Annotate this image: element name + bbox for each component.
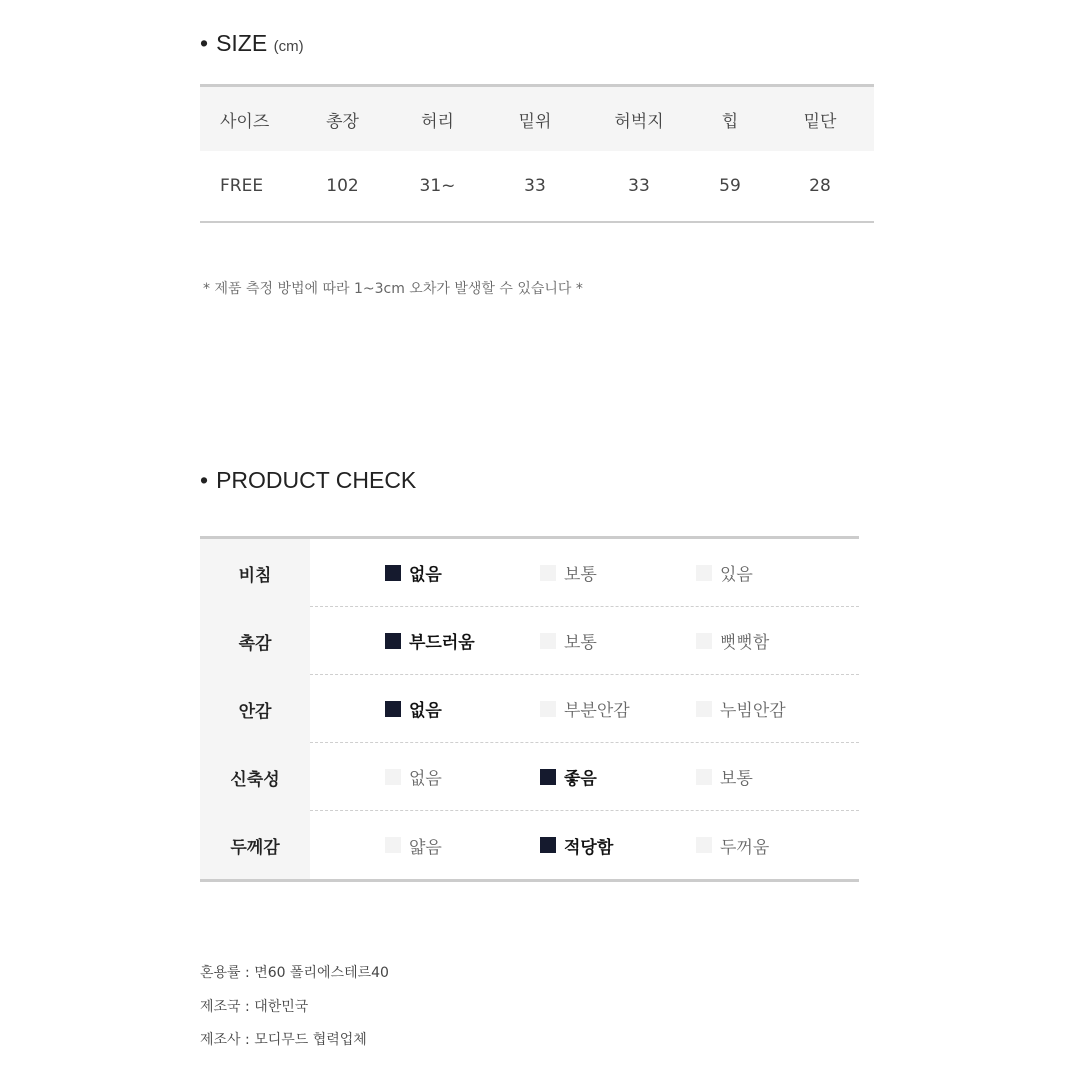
size-value-cell: 31~ <box>419 176 456 196</box>
size-table-header-row <box>200 87 874 151</box>
check-option <box>540 607 597 674</box>
check-option <box>385 607 475 674</box>
product-check-title-text: PRODUCT CHECK <box>216 467 417 493</box>
check-box-selected <box>385 565 401 581</box>
size-value-cell: 33 <box>524 176 546 196</box>
size-title-text: SIZE <box>216 30 268 56</box>
check-option-label: 없음 <box>409 565 442 585</box>
check-box <box>540 565 556 581</box>
check-option-label: 뻣뻣함 <box>720 633 770 653</box>
check-option <box>696 539 753 606</box>
check-option-label: 없음 <box>409 701 442 721</box>
check-box <box>540 633 556 649</box>
check-row-label: 비침 <box>200 539 310 607</box>
size-value-cell: 33 <box>628 176 650 196</box>
check-option <box>540 675 630 742</box>
check-row-thickness <box>200 811 859 879</box>
size-header-cell: 사이즈 <box>220 111 270 132</box>
check-option <box>540 539 597 606</box>
size-value-cell: FREE <box>220 176 264 196</box>
check-row-options <box>310 743 859 811</box>
check-option-label: 적당함 <box>564 837 614 858</box>
check-option <box>696 811 769 879</box>
check-box <box>385 837 401 853</box>
check-row-options <box>310 607 859 675</box>
check-row-lining <box>200 675 859 743</box>
check-option <box>696 743 753 810</box>
size-table-value-row <box>200 151 874 221</box>
check-box-selected <box>540 837 556 853</box>
check-row-label: 촉감 <box>200 607 310 675</box>
check-option <box>385 743 442 810</box>
material-info: 혼용률 : 면60 폴리에스테르40 <box>200 965 389 981</box>
check-option-label: 누빔안감 <box>720 701 786 721</box>
check-option <box>540 743 597 810</box>
size-header-cell: 허벅지 <box>614 111 664 132</box>
check-option-label: 두꺼움 <box>720 837 770 858</box>
check-option <box>385 811 442 879</box>
size-header-cell: 총장 <box>326 111 359 132</box>
product-check-title <box>200 467 416 494</box>
check-option <box>696 675 786 742</box>
check-option-label: 얇음 <box>409 837 442 858</box>
check-option <box>696 607 769 674</box>
check-row-options <box>310 539 859 607</box>
check-row-options <box>310 675 859 743</box>
check-row-label: 두께감 <box>200 811 310 879</box>
size-header-cell: 밑위 <box>518 111 552 132</box>
size-value-cell: 28 <box>809 176 831 196</box>
size-unit: (cm) <box>273 38 304 55</box>
size-header-cell: 허리 <box>421 111 454 132</box>
check-row-label: 신축성 <box>200 743 310 811</box>
size-table <box>200 84 874 223</box>
size-section-title <box>200 30 304 57</box>
size-value-cell: 102 <box>326 176 359 196</box>
size-header-cell: 밑단 <box>803 111 837 132</box>
check-row-touch <box>200 607 859 675</box>
check-box-selected <box>540 769 556 785</box>
check-row-options <box>310 811 859 879</box>
check-box <box>385 769 401 785</box>
maker-info: 제조사 : 모디무드 협력업체 <box>200 1032 367 1048</box>
check-option-label: 보통 <box>564 565 597 585</box>
check-box <box>696 633 712 649</box>
country-info: 제조국 : 대한민국 <box>200 999 309 1015</box>
check-box <box>696 565 712 581</box>
check-box <box>696 837 712 853</box>
check-box <box>696 701 712 717</box>
check-row-stretch <box>200 743 859 811</box>
check-box-selected <box>385 701 401 717</box>
check-option-label: 부드러움 <box>409 633 475 653</box>
check-option-label: 있음 <box>720 565 753 585</box>
check-option-label: 보통 <box>564 633 597 653</box>
check-box <box>696 769 712 785</box>
check-row-sheerness <box>200 539 859 607</box>
check-option <box>385 539 442 606</box>
size-value-cell: 59 <box>719 176 741 196</box>
check-box-selected <box>385 633 401 649</box>
check-option <box>540 811 613 879</box>
check-option-label: 없음 <box>409 769 442 789</box>
check-option-label: 부분안감 <box>564 701 630 721</box>
product-check-table <box>200 536 859 882</box>
check-option-label: 보통 <box>720 769 753 789</box>
title-bullet: • <box>200 467 209 493</box>
check-option-label: 좋음 <box>564 769 597 789</box>
check-row-label: 안감 <box>200 675 310 743</box>
title-bullet: • <box>200 30 209 56</box>
check-option <box>385 675 442 742</box>
check-box <box>540 701 556 717</box>
size-header-cell: 힙 <box>721 111 739 132</box>
measurement-note: * 제품 측정 방법에 따라 1~3cm 오차가 발생할 수 있습니다 * <box>203 281 583 297</box>
